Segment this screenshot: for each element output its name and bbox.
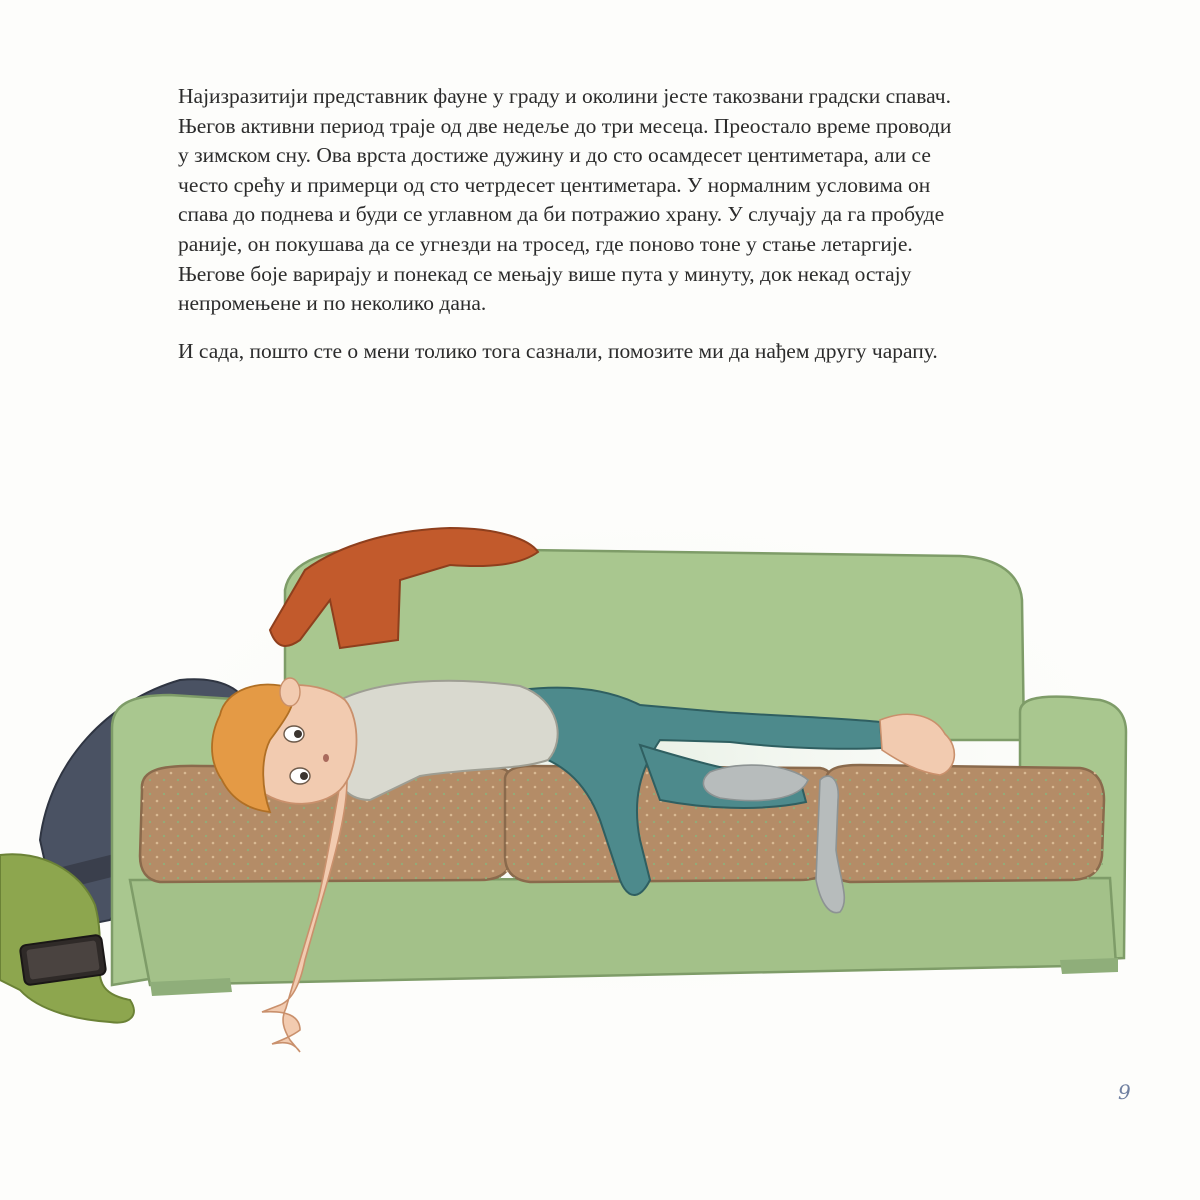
paragraph-1-line-8: непромењене и по неколико дана. [178,291,487,316]
paragraph-1-line-5: спава до поднева и буди се углавном да би потражио храну. У случају да га пробуде [178,202,945,227]
body-text [178,82,1058,366]
paragraph-1-line-2: Његов активни период траје од две недеље до три месеца. Преостало време проводи [178,113,952,138]
paragraph-1-line-1: Најизразитији представник фауне у граду и околини јесте такозвани градски спавач. [178,84,951,108]
paragraph-1-line-4: често срећу и примерци од сто четрдесет центиметара. У нормалним условима он [178,172,931,197]
paragraph-1-line-6: раније, он покушава да се угнезди на тросед, где поново тоне у стање летаргије. [178,231,913,256]
paragraph-1-line-7: Његове боје варирају и понекад се мењају више пута у минуту, док некад остају [178,261,912,286]
paragraph-1-line-3: у зимском сну. Ова врста достиже дужину и до сто осамдесет центиметара, али се [178,143,931,168]
paragraph-2: И сада, пошто сте о мени толико тога сазнали, помозите ми да нађем другу чарапу. [178,338,938,363]
page-number: 9 [1118,1080,1131,1104]
sleeping-boy-on-sofa-illustration [0,480,1200,1100]
